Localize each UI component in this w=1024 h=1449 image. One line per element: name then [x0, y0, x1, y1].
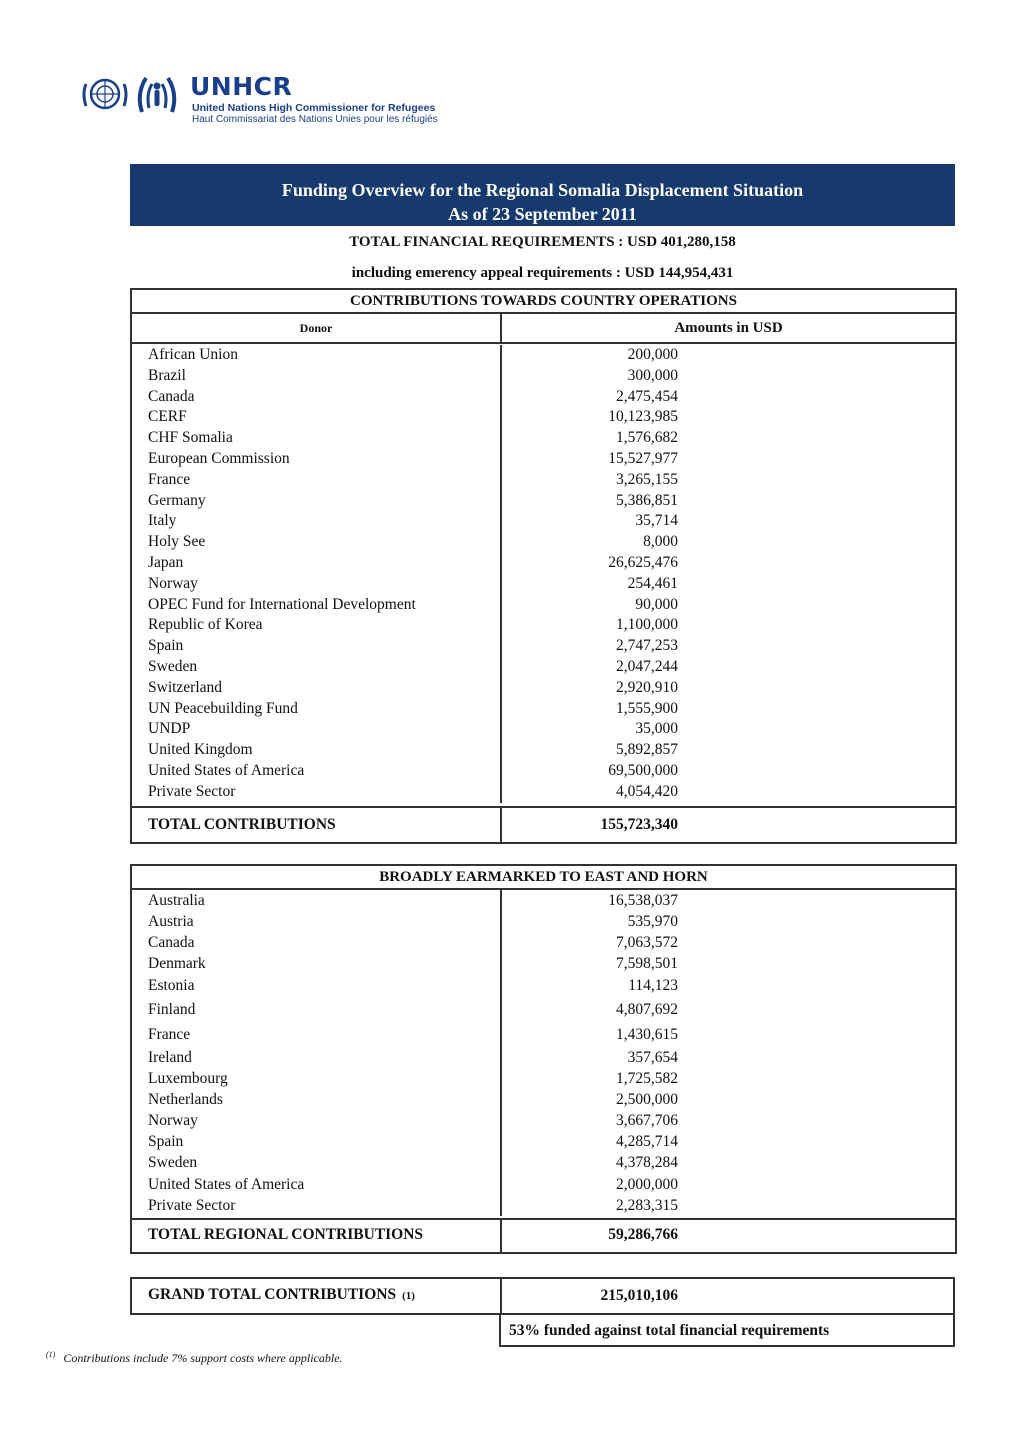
- table-row: [132, 953, 955, 975]
- donor-name: CERF: [132, 407, 502, 428]
- table-row: [132, 595, 955, 616]
- table-row: [132, 636, 955, 657]
- funded-percentage: 53% funded against total financial requirements: [499, 1315, 955, 1347]
- table-row: [132, 615, 955, 636]
- grand-total-row: [130, 1277, 955, 1315]
- table-row: [132, 997, 955, 1023]
- table-row: [132, 574, 955, 595]
- donor-amount: 357,654: [627, 1049, 678, 1066]
- footnote: [46, 1350, 343, 1366]
- table-row: [132, 387, 955, 408]
- donor-amount: 26,625,476: [608, 553, 678, 571]
- table-row: [132, 407, 955, 428]
- donor-amount: 35,000: [635, 720, 678, 738]
- emergency-requirements: including emerency appeal requirements : USD 144,954,431: [351, 265, 734, 281]
- title-banner: [130, 164, 955, 226]
- donor-name: Spain: [132, 1131, 502, 1152]
- grand-total-block: [130, 1277, 955, 1347]
- page-title: Funding Overview for the Regional Somalia Displacement Situation: [281, 180, 804, 200]
- table-row: [132, 761, 955, 782]
- donor-name: Private Sector: [132, 782, 502, 803]
- country-operations-title: CONTRIBUTIONS TOWARDS COUNTRY OPERATIONS: [132, 290, 955, 314]
- donor-name: Spain: [132, 636, 502, 657]
- total-regional-amount: 59,286,766: [608, 1226, 678, 1243]
- donor-amount: 4,285,714: [616, 1133, 678, 1150]
- report-date: As of 23 September 2011: [448, 204, 637, 224]
- table-row: [132, 532, 955, 553]
- table-header: [132, 314, 955, 344]
- donor-amount: 1,430,615: [616, 1026, 678, 1043]
- donor-amount: 7,063,572: [616, 934, 678, 951]
- unhcr-emblem-icon: [134, 72, 180, 116]
- donor-amount: 1,100,000: [616, 616, 678, 634]
- table-row: [132, 740, 955, 761]
- donor-amount: 3,667,706: [616, 1112, 678, 1129]
- table-row: [132, 657, 955, 678]
- table-row: [132, 1174, 955, 1195]
- donor-amount: 7,598,501: [616, 955, 678, 972]
- donor-amount: 2,475,454: [616, 387, 678, 405]
- table-row: [132, 449, 955, 470]
- donor-name: Ireland: [132, 1047, 502, 1068]
- donor-amount: 2,283,315: [616, 1197, 678, 1214]
- donor-name: Norway: [132, 1110, 502, 1131]
- donor-name: Finland: [132, 997, 502, 1023]
- donor-amount: 5,386,851: [616, 491, 678, 509]
- donor-name: United Kingdom: [132, 740, 502, 761]
- donor-name: Japan: [132, 553, 502, 574]
- donor-amount: 15,527,977: [608, 449, 678, 467]
- table-row: [132, 511, 955, 532]
- total-contributions-label: TOTAL CONTRIBUTIONS: [132, 808, 502, 842]
- donor-amount: 1,576,682: [616, 429, 678, 447]
- total-requirements: TOTAL FINANCIAL REQUIREMENTS : USD 401,280,158: [349, 234, 736, 250]
- donor-amount: 35,714: [635, 512, 678, 530]
- total-regional-label: TOTAL REGIONAL CONTRIBUTIONS: [132, 1220, 502, 1252]
- donor-amount: 254,461: [627, 574, 678, 592]
- donor-amount: 90,000: [635, 595, 678, 613]
- total-contributions-amount: 155,723,340: [600, 815, 678, 833]
- donor-amount: 2,000,000: [616, 1176, 678, 1193]
- donor-amount: 535,970: [627, 913, 678, 930]
- table-row: [132, 491, 955, 512]
- footnote-ref: (1): [46, 1350, 56, 1359]
- table-row: [132, 719, 955, 740]
- grand-total-note-ref: (1): [402, 1290, 415, 1302]
- donor-name: Canada: [132, 932, 502, 953]
- donor-name: United States of America: [132, 761, 502, 782]
- table-row: [132, 911, 955, 932]
- donor-amount: 4,054,420: [616, 782, 678, 800]
- donor-name: France: [132, 1023, 502, 1047]
- donor-amount: 8,000: [643, 533, 678, 551]
- donor-name: Private Sector: [132, 1195, 502, 1216]
- table-row: [132, 975, 955, 997]
- brand-subtitle-en: United Nations High Commissioner for Refugees: [192, 102, 436, 114]
- donor-amount: 5,892,857: [616, 741, 678, 759]
- table-row: [132, 1023, 955, 1047]
- table-row: [132, 1131, 955, 1152]
- donor-amount: 300,000: [627, 366, 678, 384]
- donor-name: Australia: [132, 890, 502, 911]
- grand-total-amount: 215,010,106: [600, 1287, 678, 1304]
- table-row: [132, 1089, 955, 1110]
- table-row: [132, 1047, 955, 1068]
- donor-name: Brazil: [132, 366, 502, 387]
- donor-amount: 4,378,284: [616, 1154, 678, 1171]
- unhcr-logo: [80, 72, 450, 128]
- table-row: [132, 1152, 955, 1174]
- table-row: [132, 932, 955, 953]
- footnote-text: Contributions include 7% support costs where applicable.: [63, 1351, 343, 1365]
- brand-subtitle-fr: Haut Commissariat des Nations Unies pour les réfugiés: [192, 114, 438, 125]
- donor-amount: 2,500,000: [616, 1091, 678, 1108]
- table-row: [132, 890, 955, 911]
- table-row: [132, 699, 955, 720]
- table-row: [132, 428, 955, 449]
- table-row: [132, 1195, 955, 1216]
- donor-name: Sweden: [132, 657, 502, 678]
- donor-amount: 2,920,910: [616, 678, 678, 696]
- donor-amount: 1,725,582: [616, 1070, 678, 1087]
- donor-name: European Commission: [132, 449, 502, 470]
- total-contributions-row: [132, 806, 955, 842]
- donor-amount: 200,000: [627, 346, 678, 363]
- table-row: [132, 366, 955, 387]
- donor-name: Netherlands: [132, 1089, 502, 1110]
- donor-name: Luxembourg: [132, 1068, 502, 1089]
- donor-name: Switzerland: [132, 678, 502, 699]
- country-operations-table: [130, 288, 957, 844]
- table-row: [132, 782, 955, 803]
- donor-name: France: [132, 470, 502, 491]
- donor-amount: 1,555,900: [616, 699, 678, 717]
- donor-amount: 16,538,037: [608, 892, 678, 909]
- table-row: [132, 1110, 955, 1131]
- donor-name: UN Peacebuilding Fund: [132, 699, 502, 720]
- grand-total-label-cell: [132, 1279, 502, 1313]
- country-operations-rows: [132, 344, 955, 806]
- donor-name: Norway: [132, 574, 502, 595]
- donor-name: Italy: [132, 511, 502, 532]
- donor-name: United States of America: [132, 1174, 502, 1195]
- donor-amount: 2,747,253: [616, 637, 678, 655]
- donor-amount: 4,807,692: [616, 1001, 678, 1018]
- donor-name: UNDP: [132, 719, 502, 740]
- regional-title: BROADLY EARMARKED TO EAST AND HORN: [132, 866, 955, 890]
- table-row: [132, 1068, 955, 1089]
- total-regional-row: [132, 1218, 955, 1252]
- donor-name: Denmark: [132, 953, 502, 975]
- donor-name: CHF Somalia: [132, 428, 502, 449]
- column-header-donor: Donor: [132, 314, 502, 342]
- regional-table: [130, 864, 957, 1254]
- regional-rows: [132, 890, 955, 1218]
- donor-amount: 2,047,244: [616, 657, 678, 675]
- donor-name: African Union: [132, 345, 502, 366]
- table-row: [132, 553, 955, 574]
- column-header-amount: Amounts in USD: [674, 320, 783, 336]
- donor-name: Sweden: [132, 1152, 502, 1174]
- donor-name: Estonia: [132, 975, 502, 997]
- donor-amount: 114,123: [628, 977, 678, 994]
- un-emblem-icon: [80, 74, 130, 114]
- donor-amount: 69,500,000: [608, 761, 678, 779]
- donor-name: Austria: [132, 911, 502, 932]
- table-row: [132, 678, 955, 699]
- table-row: [132, 470, 955, 491]
- donor-name: OPEC Fund for International Development: [132, 595, 502, 616]
- grand-total-label: GRAND TOTAL CONTRIBUTIONS: [148, 1286, 397, 1303]
- donor-amount: 10,123,985: [608, 408, 678, 426]
- donor-name: Holy See: [132, 532, 502, 553]
- table-row: [132, 345, 955, 366]
- brand-name: UNHCR: [190, 72, 293, 101]
- donor-name: Germany: [132, 491, 502, 512]
- donor-amount: 3,265,155: [616, 470, 678, 488]
- donor-name: Canada: [132, 387, 502, 408]
- donor-name: Republic of Korea: [132, 615, 502, 636]
